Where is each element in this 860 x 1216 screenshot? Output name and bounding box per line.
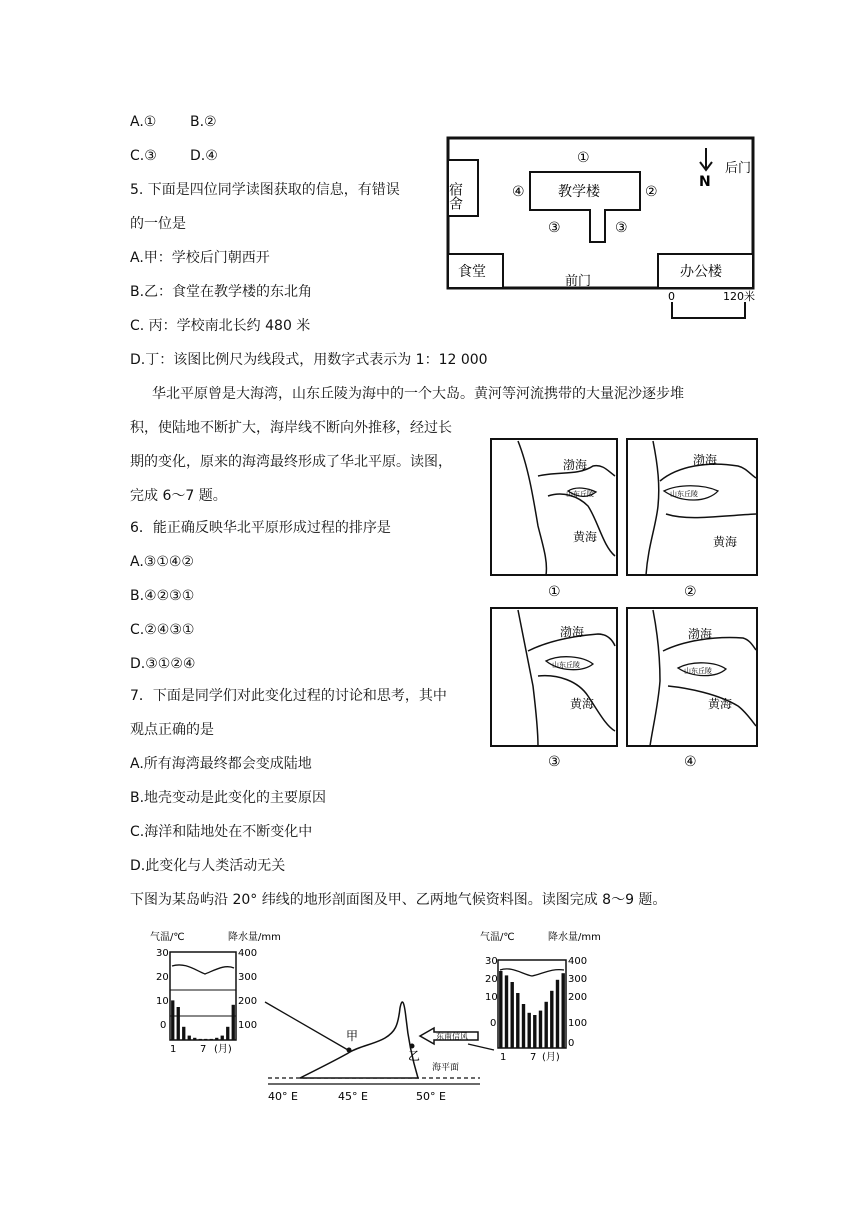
map-2 — [627, 439, 757, 575]
left-t20: 20 — [156, 972, 169, 983]
map-label-3: ③ — [548, 754, 561, 770]
q7-option-c: C.海洋和陆地处在不断变化中 — [130, 824, 313, 840]
q7-option-a: A.所有海湾最终都会变成陆地 — [130, 756, 312, 772]
back-gate-label: 后门 — [725, 161, 752, 176]
q5-option-d: D.丁：该图比例尺为线段式，用数字式表示为 1：12 000 — [130, 352, 488, 368]
right-p0: 0 — [568, 1038, 575, 1049]
intro-2: 下图为某岛屿沿 20° 纬线的地形剖面图及甲、乙两地气候资料图。读图完成 8～9 题。 — [130, 892, 667, 908]
mark-1: ① — [577, 150, 590, 166]
q6-option-c: C.②④③① — [130, 622, 195, 638]
lon-50: 50° E — [416, 1090, 446, 1103]
right-precip-bar-1 — [499, 971, 502, 1048]
right-precip-bar-3 — [511, 982, 514, 1048]
q7-stem-2: 观点正确的是 — [130, 722, 214, 738]
right-t20: 20 — [485, 974, 498, 985]
right-m1: 1 — [500, 1052, 507, 1063]
right-precip-bar-12 — [562, 973, 565, 1048]
wind-label: 东南信风 — [436, 1032, 468, 1041]
left-temp-label: 气温/℃ — [150, 932, 185, 943]
left-precip-bar-1 — [171, 1000, 174, 1040]
right-precip-bar-5 — [522, 1004, 525, 1048]
q4-option-c: C.③ — [130, 148, 157, 164]
left-p200: 200 — [238, 996, 258, 1007]
q5-option-a: A.甲：学校后门朝西开 — [130, 250, 270, 266]
left-month: (月) — [214, 1044, 232, 1055]
north-label: N — [699, 174, 711, 190]
right-p200: 200 — [568, 992, 588, 1003]
dorm-label: 宿舍 — [447, 182, 463, 210]
left-t30: 30 — [156, 948, 169, 959]
north-china-plain-maps — [488, 436, 760, 776]
q4-option-d: D.④ — [190, 148, 218, 164]
jia-label: 甲 — [346, 1029, 359, 1043]
right-month: (月) — [542, 1052, 560, 1063]
q7-stem-1: 7．下面是同学们对此变化过程的讨论和思考，其中 — [130, 688, 447, 704]
left-precip-bar-7 — [204, 1039, 207, 1040]
right-t30: 30 — [485, 956, 498, 967]
left-precip-bar-8 — [210, 1039, 213, 1040]
q4-option-b: B.② — [190, 114, 217, 130]
right-m7: 7 — [530, 1052, 537, 1063]
map-label-1: ① — [548, 584, 561, 600]
left-t0: 0 — [160, 1020, 167, 1031]
q6-option-a: A.③①④② — [130, 554, 194, 570]
right-precip-bar-11 — [556, 980, 559, 1048]
intro-line-1: 华北平原曾是大海湾，山东丘陵为海中的一个大岛。黄河等河流携带的大量泥沙逐步堆 — [152, 386, 684, 402]
right-precip-bar-8 — [539, 1011, 542, 1048]
right-p400: 400 — [568, 956, 588, 967]
right-precip-bar-7 — [533, 1015, 536, 1048]
left-precip-label: 降水量/mm — [228, 932, 281, 943]
right-precip-bar-2 — [505, 975, 508, 1048]
sea-level-label: 海平面 — [432, 1063, 460, 1073]
right-climate-chart — [480, 930, 601, 1063]
map-4 — [627, 608, 757, 746]
q5-option-b: B.乙：食堂在教学楼的东北角 — [130, 284, 313, 300]
left-precip-bar-3 — [182, 1027, 185, 1040]
map2-yellow-sea: 黄海 — [713, 535, 738, 549]
map4-yellow-sea: 黄海 — [708, 697, 733, 711]
island-profile-figure — [150, 928, 610, 1106]
mark-3-left: ③ — [548, 220, 561, 236]
q4-option-a: A.① — [130, 114, 157, 130]
left-precip-bar-9 — [215, 1038, 218, 1040]
right-p300: 300 — [568, 974, 588, 985]
right-precip-bar-6 — [528, 1013, 531, 1048]
left-p100: 100 — [238, 1020, 258, 1031]
left-precip-bar-4 — [188, 1036, 191, 1040]
right-precip-bar-9 — [545, 1002, 548, 1048]
mark-4: ④ — [512, 184, 525, 200]
left-t10: 10 — [156, 996, 169, 1007]
left-precip-bar-2 — [177, 1007, 180, 1040]
map-label-4: ④ — [684, 754, 697, 770]
right-precip-bar-4 — [516, 993, 519, 1048]
intro-line-4: 完成 6～7 题。 — [130, 488, 227, 504]
intro-line-2: 积，使陆地不断扩大，海岸线不断向外推移，经过长 — [130, 420, 452, 436]
map4-bohai: 渤海 — [688, 627, 713, 641]
office-label: 办公楼 — [680, 264, 722, 280]
terrain-profile — [265, 1002, 497, 1103]
q5-option-c: C. 丙：学校南北长约 480 米 — [130, 318, 311, 334]
q6-stem: 6．能正确反映华北平原形成过程的排序是 — [130, 520, 391, 536]
left-precip-bar-5 — [193, 1038, 196, 1040]
q5-stem-2: 的一位是 — [130, 216, 186, 232]
left-p300: 300 — [238, 972, 258, 983]
left-precip-bar-12 — [232, 1005, 235, 1040]
front-gate-label: 前门 — [565, 274, 592, 289]
map2-bohai: 渤海 — [693, 453, 718, 467]
map1-yellow-sea: 黄海 — [573, 530, 598, 544]
map2-shandong: 山东丘陵 — [670, 490, 698, 498]
canteen-label: 食堂 — [458, 264, 486, 280]
mark-3-right: ③ — [615, 220, 628, 236]
map-3 — [491, 608, 617, 746]
q6-option-b: B.④②③① — [130, 588, 195, 604]
map1-shandong: 山东丘陵 — [566, 490, 594, 498]
intro-line-3: 期的变化，原来的海湾最终形成了华北平原。读图， — [130, 454, 452, 470]
right-precip-label: 降水量/mm — [548, 932, 601, 943]
scale-120: 120米 — [723, 290, 755, 303]
map-label-2: ② — [684, 584, 697, 600]
left-m1: 1 — [170, 1044, 177, 1055]
right-t0: 0 — [490, 1018, 497, 1029]
left-precip-bar-10 — [221, 1036, 224, 1040]
map4-shandong: 山东丘陵 — [684, 667, 712, 675]
left-climate-chart — [150, 930, 281, 1055]
left-m7: 7 — [200, 1044, 207, 1055]
right-precip-bar-10 — [550, 991, 553, 1048]
q6-option-d: D.③①②④ — [130, 656, 196, 672]
map-1 — [491, 439, 617, 575]
left-precip-bar-11 — [226, 1027, 229, 1040]
map3-bohai: 渤海 — [560, 625, 585, 639]
lon-45: 45° E — [338, 1090, 368, 1103]
right-p100: 100 — [568, 1018, 588, 1029]
q7-option-d: D.此变化与人类活动无关 — [130, 858, 286, 874]
school-map — [440, 130, 760, 325]
map1-bohai: 渤海 — [563, 458, 588, 472]
left-p400: 400 — [238, 948, 258, 959]
map3-shandong: 山东丘陵 — [552, 661, 580, 669]
q7-option-b: B.地壳变动是此变化的主要原因 — [130, 790, 327, 806]
yi-label: 乙 — [408, 1049, 421, 1063]
lon-40: 40° E — [268, 1090, 298, 1103]
scale-zero: 0 — [668, 290, 675, 303]
left-precip-bar-6 — [199, 1039, 202, 1040]
right-t10: 10 — [485, 992, 498, 1003]
mark-2: ② — [645, 184, 658, 200]
q5-stem-1: 5. 下面是四位同学读图获取的信息，有错误 — [130, 182, 400, 198]
right-temp-label: 气温/℃ — [480, 932, 515, 943]
map3-yellow-sea: 黄海 — [570, 697, 595, 711]
teaching-label: 教学楼 — [558, 184, 600, 200]
